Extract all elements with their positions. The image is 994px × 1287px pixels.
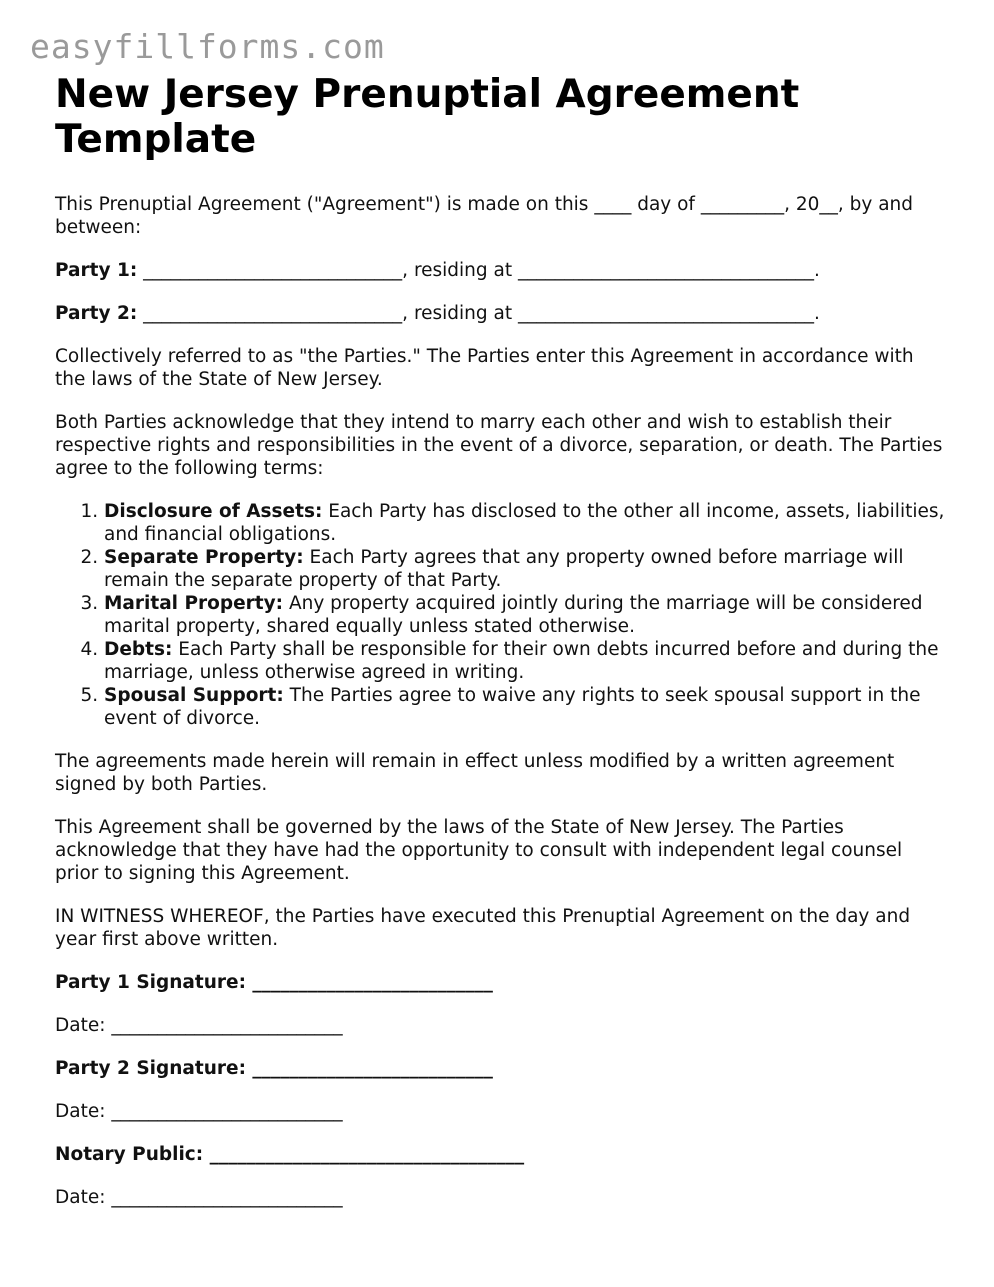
document-page xyxy=(55,72,945,1209)
intro-paragraph: This Prenuptial Agreement ("Agreement") is made on this ____ day of _________, 20__, by and between: xyxy=(55,194,914,238)
acknowledge-paragraph: Both Parties acknowledge that they intend to marry each other and wish to establish their respective rights and responsibilities in the event of a divorce, separation, or death. The Parties agree to the following terms: xyxy=(55,412,943,479)
witness-paragraph: IN WITNESS WHEREOF, the Parties have executed this Prenuptial Agreement on the day and year first above written. xyxy=(55,906,911,950)
terms-list xyxy=(55,500,945,730)
page-title: New Jersey Prenuptial Agreement Template xyxy=(55,72,800,162)
party-1-fields: ____________________________, residing at ________________________________. xyxy=(137,260,820,281)
party-2-line xyxy=(55,302,945,325)
watermark: easyfillforms.com xyxy=(30,27,385,66)
party-2-fields: ____________________________, residing at ________________________________. xyxy=(137,303,820,324)
party-2-label: Party 2: xyxy=(55,303,138,324)
term-text: The Parties agree to waive any rights to seek spousal support in the event of divorce. xyxy=(104,685,921,729)
term-text: Each Party agrees that any property owned before marriage will remain the separate property of that Party. xyxy=(104,547,904,591)
term-title: Debts: xyxy=(104,639,173,660)
term-item xyxy=(104,684,945,730)
effect-paragraph: The agreements made herein will remain in effect unless modified by a written agreement signed by both Parties. xyxy=(55,751,895,795)
term-item xyxy=(104,592,945,638)
party-1-date-line: Date: _________________________ xyxy=(55,1015,343,1036)
term-title: Spousal Support: xyxy=(104,685,284,706)
party-2-date-line: Date: _________________________ xyxy=(55,1101,343,1122)
term-item xyxy=(104,638,945,684)
term-item xyxy=(104,500,945,546)
party-1-label: Party 1: xyxy=(55,260,138,281)
term-text: Each Party shall be responsible for their own debts incurred before and during the marriage, unless otherwise agreed in writing. xyxy=(104,639,939,683)
party-2-signature: Party 2 Signature: __________________________ xyxy=(55,1058,493,1079)
party-1-line xyxy=(55,259,945,282)
term-title: Separate Property: xyxy=(104,547,304,568)
term-text: Any property acquired jointly during the marriage will be considered marital property, shared equally unless stated otherwise. xyxy=(104,593,923,637)
term-title: Marital Property: xyxy=(104,593,284,614)
term-text: Each Party has disclosed to the other all income, assets, liabilities, and financial obligations. xyxy=(104,501,945,545)
term-title: Disclosure of Assets: xyxy=(104,501,323,522)
notary-line xyxy=(55,1143,945,1166)
governed-paragraph: This Agreement shall be governed by the laws of the State of New Jersey. The Parties acknowledge that they have had the opportunity to consult with independent legal counsel prior to signing this Agreement. xyxy=(55,817,903,884)
party-1-signature: Party 1 Signature: __________________________ xyxy=(55,972,493,993)
collective-paragraph: Collectively referred to as "the Parties." The Parties enter this Agreement in accordance with the laws of the State of New Jersey. xyxy=(55,346,914,390)
party-1-signature-line xyxy=(55,971,945,994)
notary-signature: Notary Public: __________________________________ xyxy=(55,1144,525,1165)
party-2-signature-line xyxy=(55,1057,945,1080)
term-item xyxy=(104,546,945,592)
notary-date-line: Date: _________________________ xyxy=(55,1187,343,1208)
